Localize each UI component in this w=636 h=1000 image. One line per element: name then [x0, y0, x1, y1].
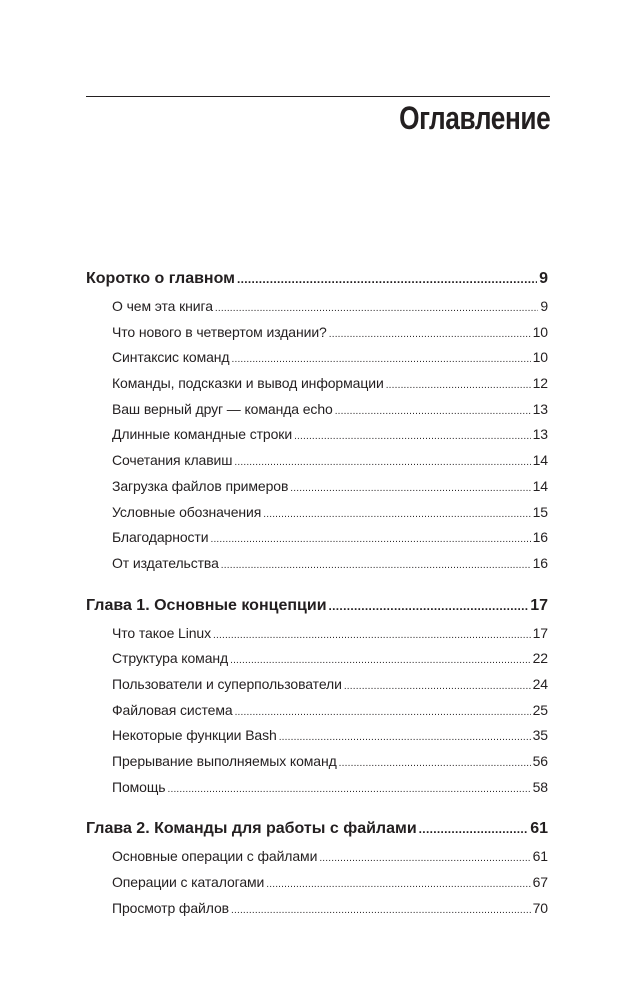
section-title: Файловая система: [112, 701, 233, 718]
page-number: 13: [532, 426, 548, 443]
page-number: 58: [532, 778, 548, 795]
section-title: Основные операции с файлами: [112, 848, 318, 865]
section-title: Операции с каталогами: [112, 874, 265, 891]
toc-chapter-row[interactable]: [86, 264, 548, 294]
toc-section-row[interactable]: [86, 397, 548, 423]
dot-leader: [419, 814, 529, 844]
page-number: 13: [532, 400, 548, 417]
page-number: 10: [532, 349, 548, 366]
dot-leader: [266, 870, 530, 898]
chapter-block: [86, 591, 548, 801]
dot-leader: [386, 371, 531, 399]
section-title: Просмотр файлов: [112, 899, 230, 916]
dot-leader: [230, 646, 531, 674]
section-title: Пользователи и суперпользователи: [112, 675, 342, 692]
section-title: Синтаксис команд: [112, 349, 230, 366]
dot-leader: [213, 621, 531, 649]
table-of-contents: [86, 264, 548, 935]
dot-leader: [231, 345, 530, 373]
section-title: Прерывание выполняемых команд: [112, 753, 337, 769]
toc-section-row[interactable]: [86, 870, 548, 896]
page-number: 9: [539, 270, 548, 287]
toc-section-row[interactable]: [86, 672, 548, 698]
dot-leader: [167, 775, 530, 803]
page-number: 35: [532, 727, 548, 744]
chapter-title: Глава 2. Команды для работы с файлами: [86, 820, 417, 838]
section-title: Структура команд: [112, 650, 229, 667]
section-title: Сочетания клавиш: [112, 452, 233, 469]
section-title: О чем эта книга: [112, 298, 213, 314]
section-title: Что нового в четвертом издании?: [112, 323, 327, 340]
dot-leader: [263, 500, 530, 528]
toc-section-row[interactable]: [86, 844, 548, 870]
page-number: 56: [532, 753, 548, 769]
dot-leader: [339, 749, 531, 777]
page-number: 14: [532, 452, 548, 469]
toc-section-row[interactable]: [86, 422, 548, 448]
toc-chapter-row[interactable]: [86, 814, 548, 844]
page-number: 17: [530, 596, 548, 614]
toc-section-row[interactable]: [86, 698, 548, 724]
section-title: Что такое Linux: [112, 624, 212, 641]
toc-section-row[interactable]: [86, 345, 548, 371]
section-title: Загрузка файлов примеров: [112, 477, 289, 494]
page-number: 22: [532, 650, 548, 667]
page-number: 15: [532, 503, 548, 520]
dot-leader: [237, 264, 537, 294]
section-title: Команды, подсказки и вывод информации: [112, 375, 384, 392]
page-title: Оглавление: [398, 100, 550, 136]
dot-leader: [329, 591, 529, 621]
page-number: 24: [532, 675, 548, 692]
dot-leader: [231, 896, 531, 924]
dot-leader: [290, 474, 530, 502]
page-number: 16: [532, 529, 548, 546]
toc-section-row[interactable]: [86, 896, 548, 922]
page-number: 10: [532, 323, 548, 340]
toc-section-row[interactable]: [86, 646, 548, 672]
section-title: Благодарности: [112, 529, 209, 546]
dot-leader: [210, 525, 530, 553]
chapter-title: Глава 1. Основные концепции: [86, 596, 327, 614]
dot-leader: [319, 844, 530, 872]
dot-leader: [279, 723, 531, 751]
dot-leader: [294, 422, 531, 450]
page-number: 14: [532, 477, 548, 494]
chapter-title: Коротко о главном: [86, 270, 235, 287]
page-number: 67: [532, 874, 548, 891]
toc-section-row[interactable]: [86, 371, 548, 397]
page-number: 25: [532, 701, 548, 718]
section-title: От издательства: [112, 554, 219, 571]
top-rule: [86, 96, 550, 97]
toc-section-row[interactable]: [86, 500, 548, 526]
page-number: 61: [530, 820, 548, 838]
dot-leader: [344, 672, 531, 700]
dot-leader: [215, 294, 538, 322]
toc-section-row[interactable]: [86, 294, 548, 320]
dot-leader: [234, 448, 530, 476]
page-number: 16: [532, 554, 548, 571]
toc-section-row[interactable]: [86, 525, 548, 551]
dot-leader: [335, 397, 531, 425]
toc-section-row[interactable]: [86, 320, 548, 346]
section-title: Некоторые функции Bash: [112, 727, 277, 744]
page-number: 17: [532, 624, 548, 641]
page-number: 61: [532, 848, 548, 865]
section-title: Ваш верный друг — команда echo: [112, 400, 333, 417]
page-number: 9: [540, 298, 548, 314]
toc-section-row[interactable]: [86, 551, 548, 577]
chapter-block: [86, 264, 548, 577]
chapter-block: [86, 814, 548, 921]
page-number: 12: [532, 375, 548, 392]
toc-section-row[interactable]: [86, 775, 548, 801]
toc-section-row[interactable]: [86, 474, 548, 500]
section-title: Условные обозначения: [112, 503, 262, 520]
dot-leader: [235, 698, 531, 726]
toc-chapter-row[interactable]: [86, 591, 548, 621]
dot-leader: [221, 551, 531, 579]
toc-section-row[interactable]: [86, 621, 548, 647]
toc-section-row[interactable]: [86, 448, 548, 474]
toc-section-row[interactable]: [86, 749, 548, 775]
section-title: Длинные командные строки: [112, 426, 293, 443]
page-number: 70: [532, 899, 548, 916]
toc-section-row[interactable]: [86, 723, 548, 749]
section-title: Помощь: [112, 778, 166, 795]
dot-leader: [329, 320, 531, 348]
